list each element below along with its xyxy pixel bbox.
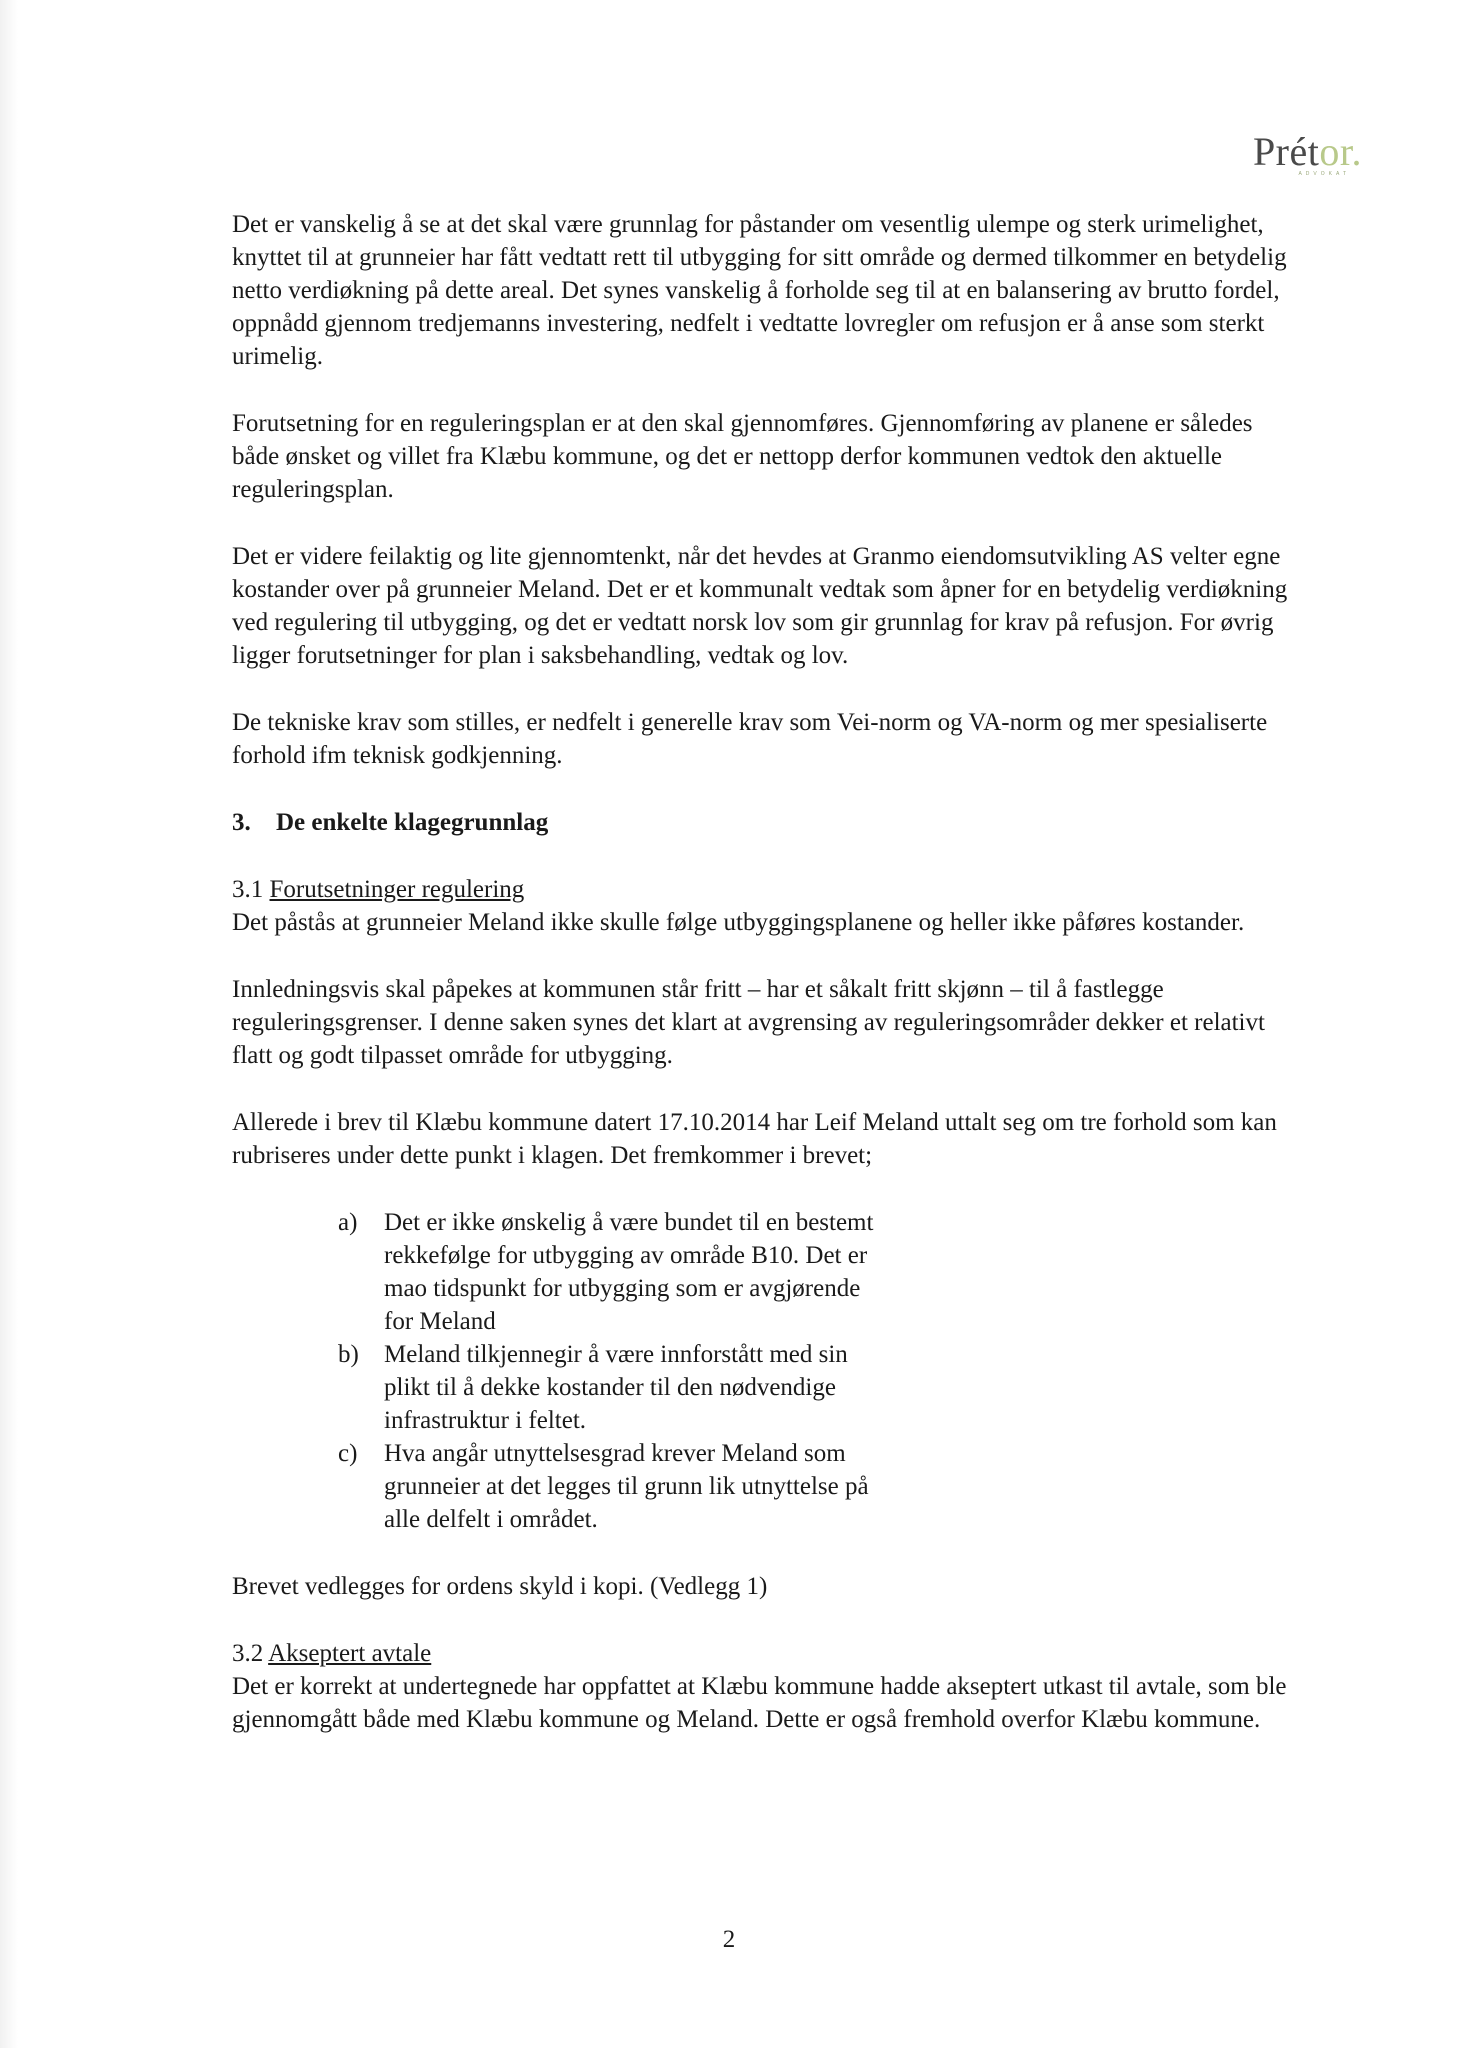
attachment-note: Brevet vedlegges for ordens skyld i kopi. (Vedlegg 1) [232, 1573, 768, 1600]
section-3-2-heading [232, 1637, 1292, 1670]
section-3-2-title: Akseptert avtale [268, 1640, 432, 1667]
paragraph-intro-3: Det er videre feilaktig og lite gjennomtenkt, når det hevdes at Granmo eiendomsutvikling AS velter egne kostander over på grunneier Meland. Det er et kommunalt vedtak som åpner for en betydelig verdiøkning ved regulering til utbygging, og det er vedtatt norsk lov som gir grunnlag for krav på refusjon. For øvrig ligger forutsetninger for plan i saksbehandling, vedtak og lov. [232, 543, 1288, 669]
section-3-number: 3. [232, 809, 251, 836]
paragraph-intro-1: Det er vanskelig å se at det skal være grunnlag for påstander om vesentlig ulempe og sterk urimelighet, knyttet til at grunneier har fått vedtatt rett til utbygging for sitt område og dermed tilkommer en betydelig netto verdiøkning på dette areal. Det synes vanskelig å forholde seg til at en balansering av brutto fordel, oppnådd gjennom tredjemanns investering, nedfelt i vedtatte lovregler om refusjon er å anse som sterkt urimelig. [232, 211, 1287, 370]
firm-logo [1253, 128, 1362, 177]
list-item [232, 1338, 1292, 1437]
section-3-1-paragraph-1: Det påstås at grunneier Meland ikke skulle følge utbyggingsplanene og heller ikke påføres kostander. [232, 909, 1245, 936]
paragraph-intro-4: De tekniske krav som stilles, er nedfelt i generelle krav som Vei-norm og VA-norm og mer spesialiserte forhold ifm teknisk godkjenning. [232, 709, 1268, 769]
scan-edge-shadow [0, 0, 18, 2048]
list-item-marker: b) [338, 1341, 359, 1368]
list-item-text: Hva angår utnyttelsesgrad krever Meland som grunneier at det legges til grunn lik utnyttelse på alle delfelt i området. [384, 1440, 869, 1533]
list-item-text: Meland tilkjennegir å være innforstått med sin plikt til å dekke kostander til den nødvendige infrastruktur i feltet. [384, 1341, 848, 1434]
logo-subtitle: ADVOKAT [1298, 171, 1350, 177]
logo-word-accent: or [1319, 129, 1352, 174]
logo-wordmark [1253, 128, 1362, 175]
section-3-2-number: 3.2 [232, 1640, 269, 1667]
list-item [232, 1206, 1292, 1338]
logo-dot: . [1351, 129, 1362, 174]
section-3-2-paragraph: Det er korrekt at undertegnede har oppfattet at Klæbu kommune hadde akseptert utkast til avtale, som ble gjennomgått både med Klæbu kommune og Meland. Dette er også fremhold overfor Klæbu kommune. [232, 1673, 1287, 1733]
section-3-1-paragraph-3: Allerede i brev til Klæbu kommune datert 17.10.2014 har Leif Meland uttalt seg om tre forhold som kan rubriseres under dette punkt i klagen. Det fremkommer i brevet; [232, 1109, 1277, 1169]
document-body [232, 208, 1292, 1770]
section-3-1-heading [232, 873, 1292, 906]
section-3-1-title: Forutsetninger regulering [269, 876, 525, 903]
section-3-heading [232, 806, 1292, 839]
list-item-marker: a) [338, 1209, 358, 1236]
list-item-marker: c) [338, 1440, 358, 1467]
list-item [232, 1437, 1292, 1536]
logo-word-main: Prét [1252, 129, 1320, 174]
paragraph-intro-2: Forutsetning for en reguleringsplan er at den skal gjennomføres. Gjennomføring av planene er således både ønsket og villet fra Klæbu kommune, og det er nettopp derfor kommunen vedtok den aktuelle reguleringsplan. [232, 410, 1253, 503]
page-number: 2 [722, 1926, 736, 1953]
section-3-1-number: 3.1 [232, 876, 270, 903]
section-3-1-paragraph-2: Innledningsvis skal påpekes at kommunen står fritt – har et såkalt fritt skjønn – til å fastlegge reguleringsgrenser. I denne saken synes det klart at avgrensing av reguleringsområder dekker et relativt flatt og godt tilpasset område for utbygging. [232, 976, 1265, 1069]
section-3-title: De enkelte klagegrunnlag [276, 809, 549, 836]
list-item-text: Det er ikke ønskelig å være bundet til en bestemt rekkefølge for utbygging av område B10. Det er mao tidspunkt for utbygging som er avgjørende for Meland [384, 1209, 874, 1335]
letter-points-list [232, 1206, 1292, 1536]
